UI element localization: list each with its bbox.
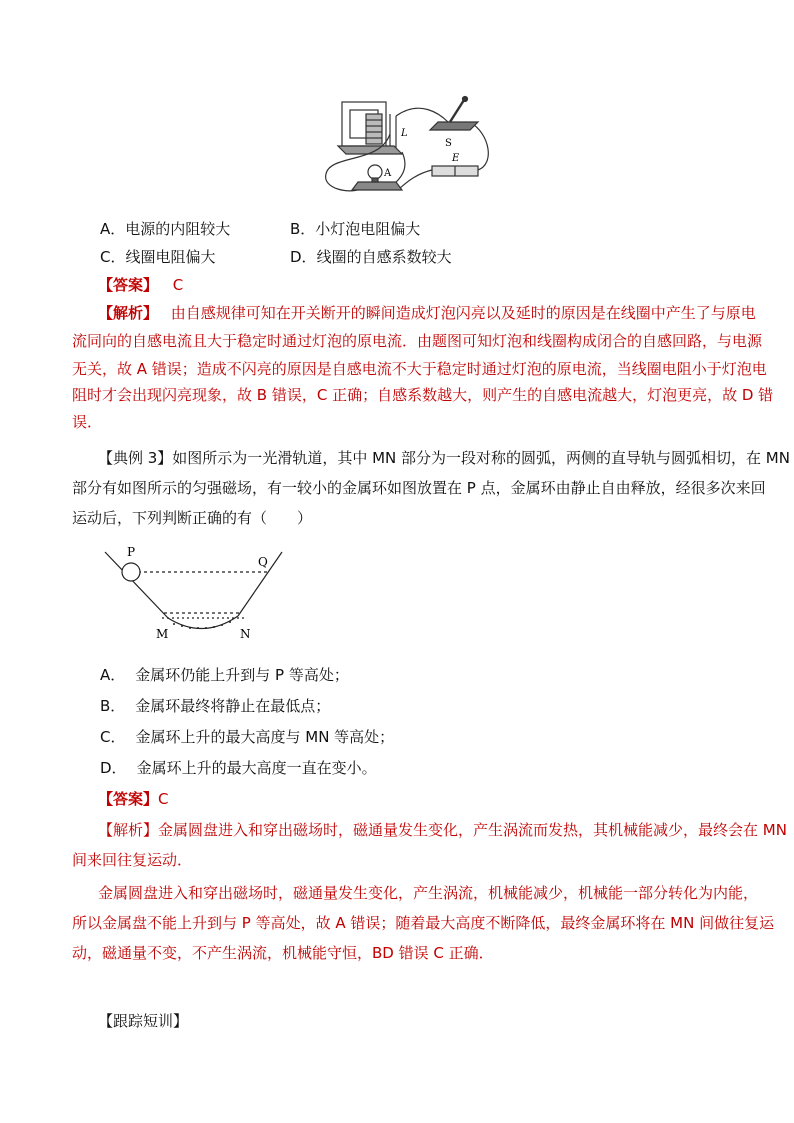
analysis-line-2: 流同向的自感电流且大于稳定时通过灯泡的原电流．由题图可知灯泡和线圈构成闭合的自感回路，与电源: [72, 332, 763, 350]
label-L: L: [401, 128, 408, 139]
left-rail: [105, 552, 168, 618]
coil: [366, 114, 382, 144]
answer-line: [98, 275, 183, 295]
ex3-answer-line: [98, 789, 169, 809]
label-N: N: [240, 627, 251, 641]
analysis-tag: 【解析】: [98, 304, 159, 322]
analysis-line-4: 阻时才会出现闪亮现象，故 B 错误，C 正确；自感系数越大，则产生的自感电流越大，灯泡更亮，故 D 错: [72, 386, 774, 404]
ex3-answer-value: C: [158, 790, 169, 808]
ex3-option-a: A． 金属环仍能上升到与 P 等高处；: [100, 666, 349, 684]
switch: [430, 122, 478, 130]
ex3-option-d: D． 金属环上升的最大高度一直在变小。: [100, 759, 377, 777]
metal-ring: [122, 563, 140, 581]
lamp-bulb: [368, 165, 382, 179]
lamp-base: [352, 182, 402, 190]
ex3-option-c: C． 金属环上升的最大高度与 MN 等高处；: [100, 728, 395, 746]
analysis-line-1: 【解析】 由自感规律可知在开关断开的瞬间造成灯泡闪亮以及延时的原因是在线圈中产生了与原电: [98, 304, 756, 322]
analysis-line-3: 无关，故 A 错误；造成不闪亮的原因是自感电流不大于稳定时通过灯泡的原电流，当线圈电阻小于灯泡电: [72, 360, 767, 378]
ex3-analysis-para-2: 所以金属盘不能上升到与 P 等高处，故 A 错误；随着最大高度不断降低，最终金属环将在 MN 间做往复运: [72, 914, 775, 932]
label-P: P: [127, 545, 136, 559]
ex3-analysis-line-2: 间来回往复运动．: [72, 851, 193, 869]
track-figure: [100, 540, 290, 645]
answer-value: C: [172, 276, 184, 294]
example3-stem-1: 【典例 3】如图所示为一光滑轨道，其中 MN 部分为一段对称的圆弧，两侧的直导轨与圆弧相切，在 MN: [98, 449, 790, 467]
analysis-line-5: 误．: [72, 413, 103, 431]
tracking-title: 【跟踪短训】: [98, 1012, 189, 1030]
option-a: A．电源的内阻较大: [100, 220, 231, 238]
option-b: B．小灯泡电阻偏大: [290, 220, 421, 238]
option-c: C．线圈电阻偏大: [100, 248, 216, 266]
label-M: M: [156, 627, 169, 641]
ex3-analysis-line-1: 【解析】金属圆盘进入和穿出磁场时，磁通量发生变化，产生涡流而发热，其机械能减少，最终会在 MN: [98, 821, 787, 839]
label-Q: Q: [258, 555, 268, 569]
ex3-analysis-para-1: 金属圆盘进入和穿出磁场时，磁通量发生变化，产生涡流，机械能减少，机械能一部分转化为内能，: [98, 884, 759, 902]
label-E: E: [452, 153, 460, 164]
ex3-option-b: B． 金属环最终将静止在最低点；: [100, 697, 331, 715]
option-d: D．线圈的自感系数较大: [290, 248, 452, 266]
example3-stem-2: 部分有如图所示的匀强磁场，有一较小的金属环如图放置在 P 点，金属环由静止自由释放，经很多次来回: [72, 479, 766, 497]
ex3-answer-tag: 【答案】: [98, 790, 159, 808]
example3-stem-3: 运动后，下列判断正确的有（ ）: [72, 509, 313, 527]
label-A: A: [384, 168, 392, 179]
answer-tag: 【答案】: [98, 276, 159, 294]
label-S: S: [445, 138, 452, 149]
ex3-analysis-para-3: 动，磁通量不变，不产生涡流，机械能守恒，BD 错误 C 正确．: [72, 944, 494, 962]
circuit-figure: [320, 94, 495, 206]
